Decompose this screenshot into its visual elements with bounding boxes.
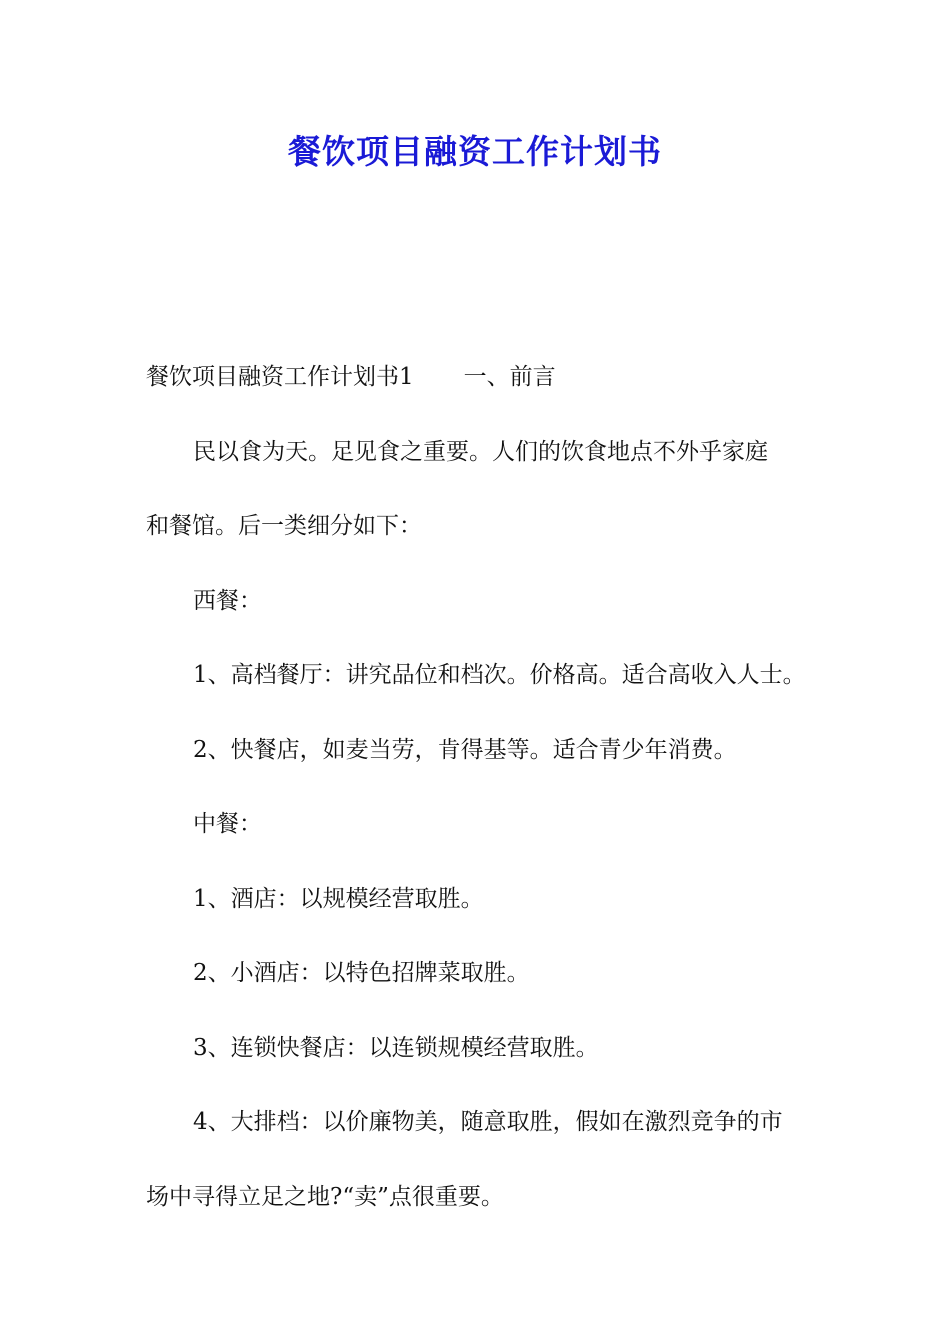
paragraph-line: 场中寻得立足之地?“卖”点很重要。 xyxy=(146,1183,504,1210)
document-body xyxy=(146,340,826,1234)
section-heading: 一、前言 xyxy=(463,364,556,390)
document-title: 餐饮项目融资工作计划书 xyxy=(288,132,662,171)
list-item: 4、大排档：以价廉物美，随意取胜，假如在激烈竞争的市 xyxy=(193,1109,783,1135)
paragraph-line: 民以食为天。足见食之重要。人们的饮食地点不外乎家庭 xyxy=(193,438,768,465)
document-reference: 餐饮项目融资工作计划书1 xyxy=(146,364,414,390)
section-heading-line xyxy=(146,340,826,415)
list-item: 2、快餐店，如麦当劳，肯得基等。适合青少年消费。 xyxy=(193,736,737,763)
list-item: 1、高档餐厅：讲究品位和档次。价格高。适合高收入人士。 xyxy=(193,662,806,688)
list-item: 2、小酒店：以特色招牌菜取胜。 xyxy=(193,960,530,986)
subheading-chinese: 中餐： xyxy=(193,811,262,837)
paragraph-line: 和餐馆。后一类细分如下： xyxy=(146,513,422,539)
subheading-western: 西餐： xyxy=(193,587,262,614)
list-item: 3、连锁快餐店：以连锁规模经营取胜。 xyxy=(193,1034,599,1061)
list-item: 1、酒店：以规模经营取胜。 xyxy=(193,885,484,912)
